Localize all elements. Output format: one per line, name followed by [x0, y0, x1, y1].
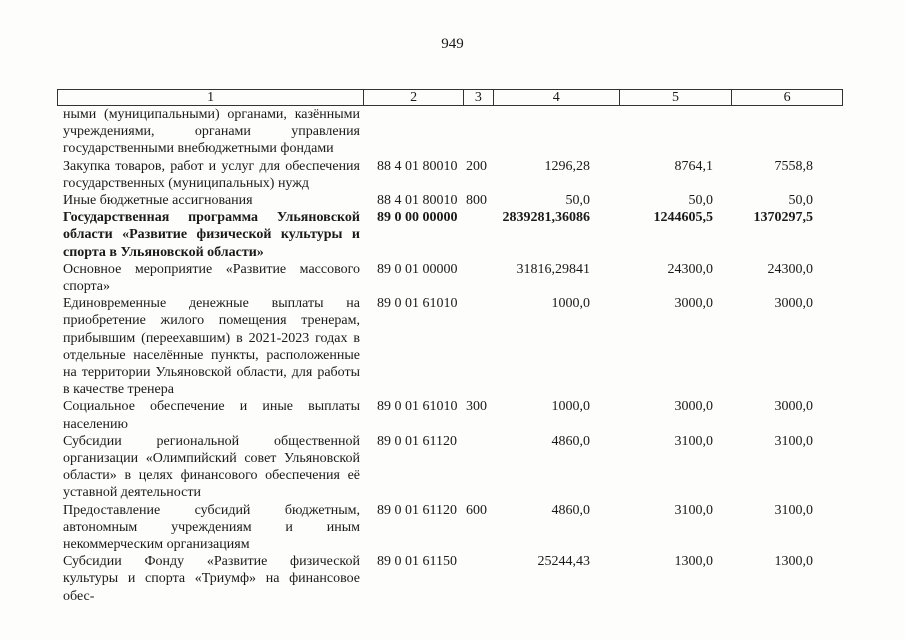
row-code: 89 0 01 61010 [377, 399, 458, 415]
row-code: 89 0 01 61010 [377, 296, 458, 312]
row-value-2021: 4860,0 [551, 502, 590, 518]
table-header [57, 89, 843, 106]
row-value-2023: 3100,0 [774, 502, 813, 518]
column-header-2: 2 [364, 90, 464, 105]
row-description: Социальное обеспечение и иные выплаты населению [63, 399, 360, 432]
row-value-2023 [733, 106, 843, 158]
column-header-3: 3 [464, 90, 494, 105]
row-description: Единовременные денежные выплаты на приобретение жилого помещения тренерам, прибывшим (переехавшим) в 2021-2023 годах в отдельные населённые пункты, расположенные на территории Ульяновской области, для работы в качестве тренера [63, 296, 360, 398]
row-value-2021: 1000,0 [551, 296, 590, 312]
row-expense-type [464, 553, 494, 605]
table-row [57, 106, 843, 158]
page-number: 949 [441, 36, 464, 52]
table-row [57, 192, 843, 209]
row-expense-type [464, 295, 494, 398]
row-value-2022: 24300,0 [667, 261, 713, 277]
table-row [57, 502, 843, 554]
row-value-2021: 1296,28 [544, 158, 590, 174]
row-value-2022 [620, 106, 733, 158]
row-value-2022: 50,0 [688, 193, 713, 209]
row-value-2021 [494, 106, 620, 158]
row-value-2023: 1300,0 [774, 554, 813, 570]
row-description: Предоставление субсидий бюджетным, автономным учреждениям и иным некоммерческим организациям [63, 502, 360, 553]
row-value-2022: 8764,1 [674, 158, 713, 174]
row-description: ными (муниципальными) органами, казёнными учреждениями, органами управления государственными внебюджетными фондами [63, 107, 360, 157]
row-description: Субсидии региональной общественной организации «Олимпийский совет Ульяновской области» в целях финансового обеспечения её уставной деятельности [63, 433, 360, 501]
column-header-6: 6 [783, 90, 791, 105]
table-row [57, 261, 843, 295]
table-body [57, 106, 843, 605]
row-value-2023: 24300,0 [767, 261, 813, 277]
column-header-5: 5 [620, 90, 733, 105]
row-code: 89 0 00 00000 [377, 210, 458, 226]
row-value-2022: 1300,0 [674, 554, 713, 570]
row-value-2021: 1000,0 [551, 399, 590, 415]
row-code: 88 4 01 80010 [377, 158, 458, 174]
table-row [57, 398, 843, 432]
row-code: 89 0 01 00000 [377, 261, 458, 277]
table-row [57, 553, 843, 605]
row-description: Основное мероприятие «Развитие массового спорта» [63, 261, 360, 295]
row-value-2023: 1370297,5 [753, 210, 813, 226]
row-value-2022: 3000,0 [674, 296, 713, 312]
row-code [364, 106, 464, 158]
column-header-1: 1 [58, 90, 364, 105]
row-value-2023: 7558,8 [774, 158, 813, 174]
row-value-2021: 2839281,36086 [502, 210, 590, 226]
table-row [57, 295, 843, 398]
row-value-2021: 50,0 [565, 193, 590, 209]
row-expense-type [464, 433, 494, 502]
row-code: 89 0 01 61120 [377, 433, 457, 449]
row-code: 88 4 01 80010 [377, 193, 458, 209]
row-value-2023: 3100,0 [774, 433, 813, 449]
row-expense-type [464, 106, 494, 158]
row-expense-type: 600 [466, 502, 487, 518]
row-value-2023: 3000,0 [774, 296, 813, 312]
row-description: Субсидии Фонду «Развитие физической культуры и спорта «Триумф» на финансовое обес- [63, 554, 360, 604]
row-value-2022: 3100,0 [674, 502, 713, 518]
table-row [57, 209, 843, 261]
budget-table [57, 89, 843, 605]
row-expense-type: 800 [466, 193, 487, 209]
row-value-2023: 50,0 [788, 193, 813, 209]
row-value-2021: 4860,0 [551, 433, 590, 449]
row-expense-type: 300 [466, 399, 487, 415]
row-value-2022: 3100,0 [674, 433, 713, 449]
row-code: 89 0 01 61120 [377, 502, 457, 518]
row-value-2022: 1244605,5 [653, 210, 713, 226]
row-value-2023: 3000,0 [774, 399, 813, 415]
row-description: Иные бюджетные ассигнования [63, 193, 253, 209]
row-code: 89 0 01 61150 [377, 554, 457, 570]
table-row [57, 433, 843, 502]
table-row [57, 158, 843, 192]
row-expense-type: 200 [466, 158, 487, 174]
row-expense-type [464, 209, 494, 261]
row-description: Государственная программа Ульяновской области «Развитие физической культуры и спорта в Ульяновской области» [63, 210, 360, 260]
row-value-2021: 25244,43 [537, 554, 590, 570]
row-expense-type [464, 261, 494, 295]
column-header-4: 4 [494, 90, 620, 105]
row-description: Закупка товаров, работ и услуг для обеспечения государственных (муниципальных) нужд [63, 158, 360, 191]
row-value-2022: 3000,0 [674, 399, 713, 415]
row-value-2021: 31816,29841 [516, 261, 590, 277]
